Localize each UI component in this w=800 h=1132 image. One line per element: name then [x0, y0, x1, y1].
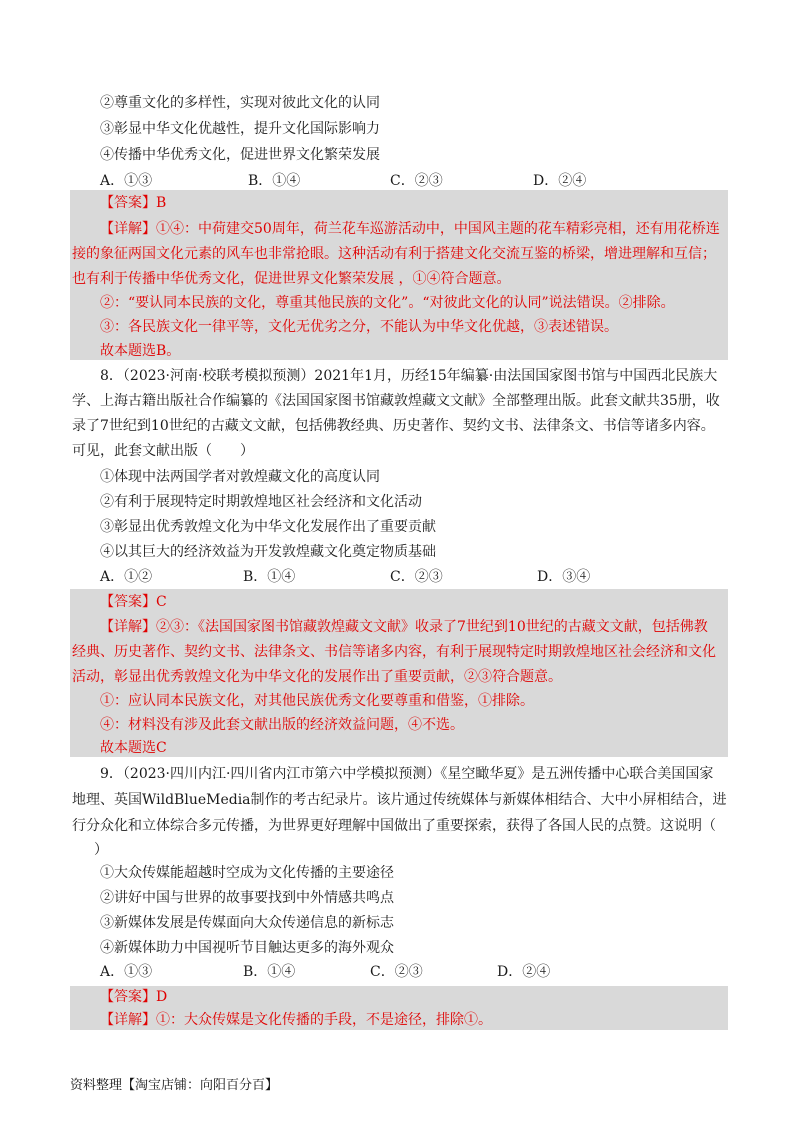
option-a: A．①③: [100, 964, 153, 980]
option-c: C．②③: [390, 173, 443, 189]
question-stem: 学、上海古籍出版社合作编纂的《法国国家图书馆藏敦煌藏文文献》全部整理出版。此套文献共35册，收: [72, 393, 720, 409]
question-stem: 地理、英国WildBlueMedia制作的考古纪录片。该片通过传统媒体与新媒体相结合、大中小屏相结合，进: [72, 792, 727, 808]
explanation-line: 【详解】①④：中荷建交50周年，荷兰花车巡游活动中，中国风主题的花车精彩亮相，还有用花桥连: [100, 221, 720, 237]
explanation-line: 故本题选B。: [100, 343, 181, 359]
question-stem: 9．（2023·四川内江·四川省内江市第六中学模拟预测）《星空瞰华夏》是五洲传播中心联合美国国家: [100, 766, 714, 782]
explanation-line: ④：材料没有涉及此套文献出版的经济效益问题，④不选。: [100, 717, 464, 733]
question-stem: 行分众化和立体综合多元传播，为世界更好理解中国做出了重要探索，获得了各国人民的点赞。这说明（: [72, 818, 716, 834]
choice-line: ③彰显出优秀敦煌文化为中华文化发展作出了重要贡献: [100, 519, 436, 535]
choice-line: ③彰显中华文化优越性，提升文化国际影响力: [100, 121, 380, 137]
choice-line: ④以其巨大的经济效益为开发敦煌藏文化奠定物质基础: [100, 544, 436, 560]
option-d: D．②④: [497, 964, 551, 980]
option-a: A．①②: [100, 569, 153, 585]
explanation-line: ①：应认同本民族文化，对其他民族优秀文化要尊重和借鉴，①排除。: [100, 693, 534, 709]
answer-label: 【答案】D: [100, 989, 168, 1005]
answer-label: 【答案】C: [100, 594, 167, 610]
answer-label: 【答案】B: [100, 195, 167, 211]
choice-line: ①大众传媒能超越时空成为文化传播的主要途径: [100, 865, 394, 881]
explanation-line: ②：“要认同本民族的文化，尊重其他民族的文化”。“对彼此文化的认同”说法错误。②排除。: [100, 295, 675, 311]
option-b: B．①④: [248, 173, 301, 189]
choice-line: ②尊重文化的多样性，实现对彼此文化的认同: [100, 95, 380, 111]
choice-line: ③新媒体发展是传媒面向大众传递信息的新标志: [100, 915, 394, 931]
choice-line: ②有利于展现特定时期敦煌地区社会经济和文化活动: [100, 494, 422, 510]
explanation-line: 活动，彰显出优秀敦煌文化为中华文化的发展作出了重要贡献，②③符合题意。: [72, 669, 562, 685]
choice-line: ④新媒体助力中国视听节目触达更多的海外观众: [100, 940, 394, 956]
choice-line: ④传播中华优秀文化，促进世界文化繁荣发展: [100, 147, 380, 163]
explanation-line: 经典、历史著作、契约文书、法律条文、书信等诸多内容，有利于展现特定时期敦煌地区社会经济和文化: [72, 644, 716, 660]
explanation-line: 接的象征两国文化元素的风车也非常抢眼。这种活动有利于搭建文化交流互鉴的桥梁，增进理解和互信；: [72, 246, 716, 262]
option-d: D．②④: [533, 173, 587, 189]
choice-line: ①体现中法两国学者对敦煌藏文化的高度认同: [100, 469, 380, 485]
question-stem: ）: [94, 842, 108, 858]
option-b: B．①④: [243, 964, 296, 980]
option-d: D．③④: [537, 569, 591, 585]
question-stem: 可见，此套文献出版（ ）: [72, 443, 254, 459]
explanation-line: 也有利于传播中华优秀文化，促进世界文化繁荣发展 ，①④符合题意。: [72, 271, 511, 287]
question-stem: 8．（2023·河南·校联考模拟预测）2021年1月，历经15年编纂·由法国国家图书馆与中国西北民族大: [100, 368, 718, 384]
explanation-line: ③：各民族文化一律平等，文化无优劣之分，不能认为中华文化优越，③表述错误。: [100, 319, 618, 335]
question-stem: 录了7世纪到10世纪的古藏文文献，包括佛教经典、历史著作、契约文书、法律条文、书信等诸多内容。: [72, 418, 715, 434]
option-a: A．①③: [100, 173, 153, 189]
option-c: C．②③: [370, 964, 423, 980]
option-c: C．②③: [390, 569, 443, 585]
explanation-line: 故本题选C: [100, 740, 167, 756]
choice-line: ②讲好中国与世界的故事要找到中外情感共鸣点: [100, 890, 394, 906]
explanation-line: 【详解】②③：《法国国家图书馆藏敦煌藏文文献》收录了7世纪到10世纪的古藏文文献，包括佛教: [100, 619, 708, 635]
explanation-line: 【详解】①：大众传媒是文化传播的手段，不是途径，排除①。: [100, 1012, 492, 1028]
option-b: B．①④: [243, 569, 296, 585]
page-footer: 资料整理【淘宝店铺：向阳百分百】: [70, 1078, 279, 1093]
